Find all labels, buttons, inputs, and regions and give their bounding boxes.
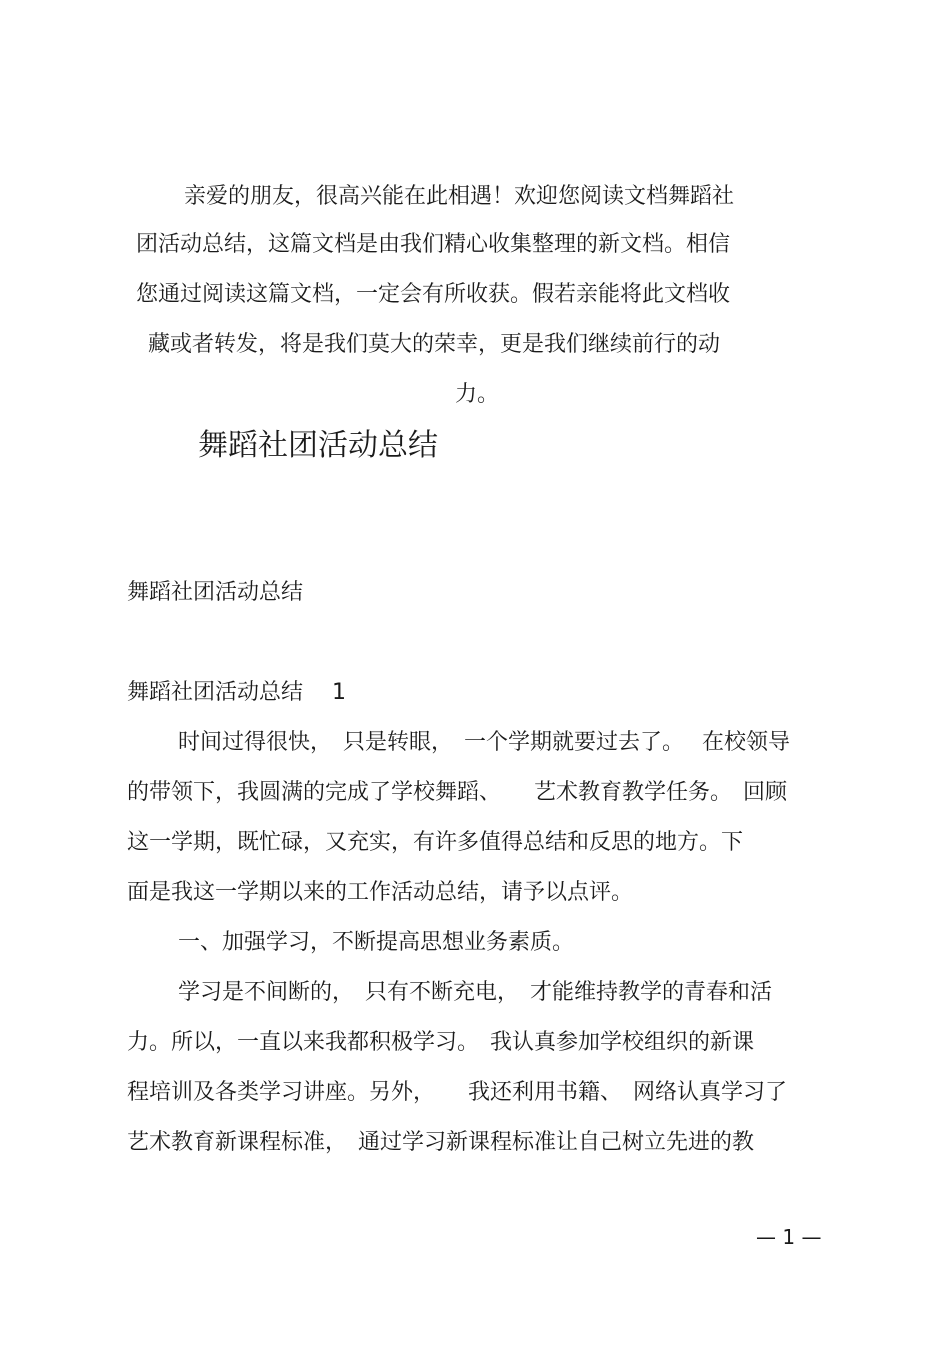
body-line-4: 面是我这一学期以来的工作活动总结，请予以点评。 xyxy=(127,880,634,905)
body-line-8: 程培训及各类学习讲座。另外， 我还利用书籍、 网络认真学习了 xyxy=(127,1080,788,1105)
page-number: — 1 — xyxy=(756,1225,822,1249)
document-title: 舞蹈社团活动总结 xyxy=(198,428,438,463)
body-line-3: 这一学期，既忙碌，又充实，有许多值得总结和反思的地方。下 xyxy=(127,830,744,855)
section-heading: 舞蹈社团活动总结 1 xyxy=(127,680,346,705)
body-line-7: 力。所以，一直以来我都积极学习。 我认真参加学校组织的新课 xyxy=(127,1030,755,1055)
intro-line-1: 亲爱的朋友，很高兴能在此相遇！欢迎您阅读文档舞蹈社 xyxy=(184,184,735,209)
document-subtitle: 舞蹈社团活动总结 xyxy=(127,580,304,605)
intro-line-3: 您通过阅读这篇文档，一定会有所收获。假若亲能将此文档收 xyxy=(136,282,731,307)
intro-line-4: 藏或者转发，将是我们莫大的荣幸，更是我们继续前行的动 xyxy=(148,332,721,357)
body-line-6: 学习是不间断的， 只有不断充电， 才能维持教学的青春和活 xyxy=(178,980,773,1005)
intro-line-5: 力。 xyxy=(455,382,500,407)
body-line-9: 艺术教育新课程标准， 通过学习新课程标准让自己树立先进的教 xyxy=(127,1130,755,1155)
body-line-1: 时间过得很快， 只是转眼， 一个学期就要过去了。 在校领导 xyxy=(178,730,790,755)
body-line-2: 的带领下，我圆满的完成了学校舞蹈、 艺术教育教学任务。 回顾 xyxy=(127,780,788,805)
intro-line-2: 团活动总结，这篇文档是由我们精心收集整理的新文档。相信 xyxy=(136,232,731,257)
body-line-5: 一、加强学习，不断提高思想业务素质。 xyxy=(178,930,575,955)
